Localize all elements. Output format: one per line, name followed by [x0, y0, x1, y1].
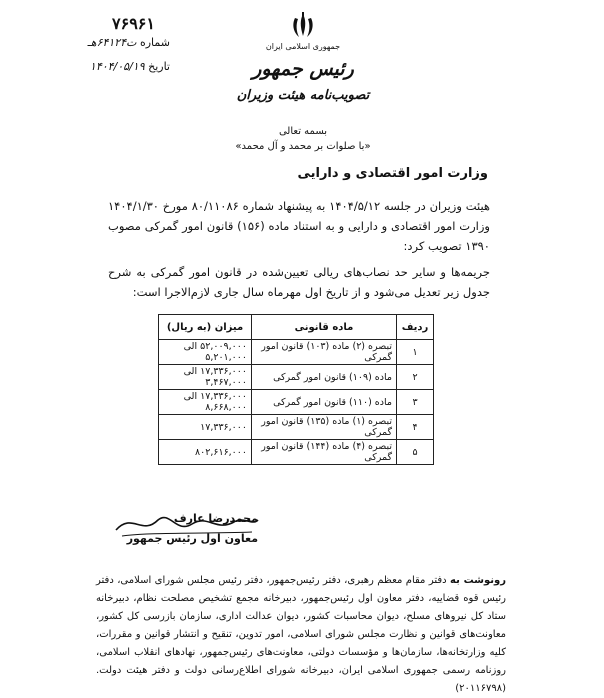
- distribution-label: رونوشت به: [450, 575, 507, 586]
- distribution-text: دفتر مقام معظم رهبری، دفتر رئیس‌جمهور، دفتر رئیس مجلس شورای اسلامی، دفتر رئیس قوه قضاییه، دفتر معاون اول رئیس‌جمهور، دبیرخانه مجمع تشخیص مصلحت نظام، دبیرخانه ستاد کل نیروهای مسلح، دیوان محاسبات کشور، دیوان عدالت اداری، سازمان بازرسی کل کشور، معاونت‌های قوانین و نظارت مجلس شورای اسلامی، امور تدوین، تنقیح و انتشار قوانین و مقررات، کلیه وزارتخانه‌ها، سازمان‌ها و مؤسسات دولتی، معاونت‌های رئیس‌جمهور، نهادهای انقلاب اسلامی، روزنامه رسمی جمهوری اسلامی ایران، دبیرخانه شورای اطلاع‌رسانی دولت و دفتر هیئت دولت.: [96, 575, 506, 676]
- row-number: ۵: [397, 440, 434, 465]
- legal-article: تبصره (۱) ماده (۱۳۵) قانون امور گمرکی: [252, 415, 397, 440]
- amount: ۱۷,۳۳۶,۰۰۰: [159, 415, 252, 440]
- office-title: رئیس جمهور: [252, 58, 354, 80]
- header-legal-article: ماده قانونی: [252, 315, 397, 340]
- distribution-list: [96, 572, 506, 698]
- table-row: [159, 415, 434, 440]
- table-row: [159, 365, 434, 390]
- legal-article: تبصره (۴) ماده (۱۴۴) قانون امور گمرکی: [252, 440, 397, 465]
- salutation-line-2: «با صلوات بر محمد و آل محمد»: [235, 141, 371, 152]
- table-row: [159, 390, 434, 415]
- legal-article: ماده (۱۰۹) قانون امور گمرکی: [252, 365, 397, 390]
- row-number: ۲: [397, 365, 434, 390]
- distribution-code: (۲۰۱۱۶۷۹۸): [455, 683, 506, 694]
- header-amount: میزان (به ریال): [159, 315, 252, 340]
- table-row: [159, 440, 434, 465]
- header-row-number: ردیف: [397, 315, 434, 340]
- table-row: [159, 340, 434, 365]
- amount: ۸۰۲,۶۱۶,۰۰۰: [159, 440, 252, 465]
- row-number: ۳: [397, 390, 434, 415]
- table-header-row: [159, 315, 434, 340]
- iran-emblem-icon: [290, 12, 316, 40]
- number-code: ت۶۴۱۲۴هـ: [87, 36, 137, 49]
- decree-table-wrapper: [158, 314, 434, 465]
- salutation-line-1: بسمه تعالی: [278, 126, 328, 137]
- date-label: تاریخ: [148, 60, 170, 73]
- legal-article: تبصره (۲) ماده (۱۰۳) قانون امور گمرکی: [252, 340, 397, 365]
- paragraph-preamble: هیئت وزیران در جلسه ۱۴۰۴/۵/۱۲ به پیشنهاد شماره ۸۰/۱۱۰۸۶ مورخ ۱۴۰۴/۱/۳۰ وزارت امور اقتصادی و دارایی و به استناد ماده (۱۵۶) قانون امور گمرکی مصوب ۱۳۹۰ تصویب کرد:: [108, 199, 490, 253]
- office-subtitle: تصویب‌نامه هیئت وزیران: [236, 88, 370, 103]
- signatory-title: معاون اول رئیس جمهور: [126, 532, 258, 545]
- document-number: ۷۶۹۶۱: [112, 14, 155, 33]
- amount: ۱۷,۳۳۶,۰۰۰ الی ۸,۶۶۸,۰۰۰: [159, 390, 252, 415]
- date-row: [60, 60, 170, 73]
- number-label: شماره: [139, 36, 170, 49]
- paragraph-decree: جریمه‌ها و سایر حد نصاب‌های ریالی تعیین‌شده در قانون امور گمرکی به شرح جدول زیر تعدیل می‌شود و از تاریخ اول مهرماه سال جاری لازم‌الاجرا است:: [108, 265, 490, 299]
- row-number: ۱: [397, 340, 434, 365]
- date-value: ۱۴۰۴/۰۵/۱۹: [89, 60, 145, 73]
- republic-label: جمهوری اسلامی ایران: [265, 42, 341, 51]
- addressee: وزارت امور اقتصادی و دارایی: [297, 166, 488, 181]
- legal-article: ماده (۱۱۰) قانون امور گمرکی: [252, 390, 397, 415]
- decree-table: [158, 314, 434, 465]
- amount: ۵۲,۰۰۹,۰۰۰ الی ۵,۲۰۱,۰۰۰: [159, 340, 252, 365]
- amount: ۱۷,۳۳۶,۰۰۰ الی ۳,۴۶۷,۰۰۰: [159, 365, 252, 390]
- signatory-name: محمدرضا عارف: [173, 512, 258, 525]
- number-row: [60, 36, 170, 49]
- row-number: ۴: [397, 415, 434, 440]
